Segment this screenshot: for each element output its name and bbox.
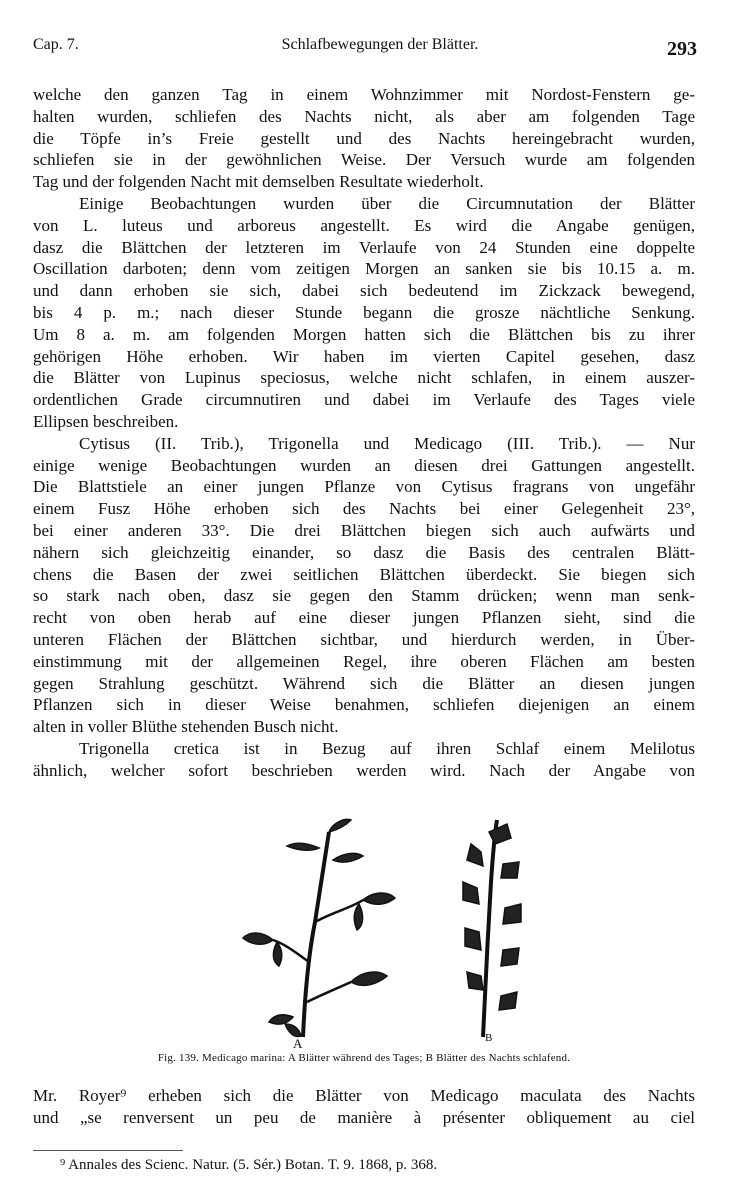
text-line: bei einer anderen 33°. Die drei Blättchen biegen sich auch aufwärts und [33, 520, 695, 540]
text-line: Pflanzen sich in dieser Weise benahmen, schliefen diejenigen an einem [33, 695, 695, 715]
text-line: gegen Strahlung geschützt. Während sich die Blätter an diesen jungen [33, 673, 695, 693]
text-line: bis 4 p. m.; nach dieser Stunde begann die grosze nächtliche Senkung. [33, 302, 695, 322]
text-line: dasz die Blättchen der letzteren im Verlaufe von 24 Stunden eine doppelte [33, 237, 695, 257]
text-line: und dann erhoben sie sich, dabei sich bedeutend im Zickzack bewegend, [33, 281, 695, 301]
plant-b-night-leaves [463, 820, 521, 1037]
text-line: so stark nach oben, dasz sie gegen den Stamm drücken; wenn man senk- [33, 586, 695, 606]
body-text [33, 84, 695, 782]
text-line: die Töpfe in’s Freie gestellt und des Nachts hereingebracht wurden, [33, 128, 695, 148]
text-line: ordentlichen Grade circumnutiren und dabei im Verlaufe des Tages viele [33, 390, 695, 410]
text-line: ähnlich, welcher sofort beschrieben werden wird. Nach der Angabe von [33, 760, 695, 780]
text-line: recht von oben herab auf eine dieser jungen Pflanzen sieht, sind die [33, 608, 695, 628]
text-line: Cytisus (II. Trib.), Trigonella und Medicago (III. Trib.). — Nur [79, 433, 695, 453]
text-line: Oscillation darboten; denn vom zeitigen Morgen an sanken sie bis 10.15 a. m. [33, 259, 695, 279]
text-line: einige wenige Beobachtungen wurden an diesen drei Gattungen angestellt. [33, 455, 695, 475]
text-line: unteren Flächen der Blättchen sichtbar, und hierdurch werden, in Über- [33, 629, 695, 649]
figure-label-a: A [293, 1036, 303, 1051]
running-header [33, 36, 697, 60]
text-line: alten in voller Blüthe stehenden Busch nicht. [33, 717, 339, 737]
text-line: gehörigen Höhe erhoben. Wir haben im vierten Capitel gesehen, dasz [33, 346, 695, 366]
text-line: und „se renversent un peu de manière à présenter obliquement au ciel [33, 1107, 695, 1127]
plant-a-day-leaves [243, 820, 395, 1038]
plant-illustration [33, 812, 695, 1042]
text-line: halten wurden, schliefen des Nachts nicht, als aber am folgenden Tage [33, 106, 695, 126]
figure-139 [33, 812, 695, 1072]
running-title: Schlafbewegungen der Blätter. [281, 36, 479, 53]
text-line: Die Blattstiele an einer jungen Pflanze von Cytisus fragrans von ungefähr [33, 477, 695, 497]
text-line: schliefen sie in der gewöhnlichen Weise. Der Versuch wurde am folgenden [33, 150, 695, 170]
footnote-rule [33, 1150, 183, 1151]
text-line: nähern sich gleichzeitig einander, so dasz die Basis des centralen Blätt- [33, 542, 695, 562]
figure-caption: Fig. 139. Medicago marina: A Blätter während des Tages; B Blätter des Nachts schlafend. [157, 1052, 571, 1064]
continued-text [33, 1085, 695, 1129]
text-line: einstimmung mit der allgemeinen Regel, ihre oberen Flächen am besten [33, 651, 695, 671]
text-line: Tag und der folgenden Nacht mit demselben Resultate wiederholt. [33, 172, 484, 192]
text-line: Um 8 a. m. am folgenden Morgen hatten sich die Blättchen bis zu ihrer [33, 324, 695, 344]
text-line: Trigonella cretica ist in Bezug auf ihren Schlaf einem Melilotus [79, 738, 695, 758]
page-number: 293 [667, 38, 697, 60]
text-line: Ellipsen beschreiben. [33, 411, 179, 431]
text-line: Mr. Royer⁹ erheben sich die Blätter von Medicago maculata des Nachts [33, 1086, 695, 1105]
text-line: die Blätter von Lupinus speciosus, welche nicht schlafen, in einem auszer- [33, 368, 695, 388]
text-line: von L. luteus und arboreus angestellt. Es wird die Angabe genügen, [33, 215, 695, 235]
text-line: welche den ganzen Tag in einem Wohnzimmer mit Nordost-Fenstern ge- [33, 85, 695, 104]
footnote: ⁹ Annales des Scienc. Natur. (5. Sér.) Botan. T. 9. 1868, p. 368. [60, 1157, 438, 1173]
chapter-label: Cap. 7. [33, 36, 79, 53]
text-line: chens die Basen der zwei seitlichen Blättchen überdeckt. Sie biegen sich [33, 564, 695, 584]
text-line: Einige Beobachtungen wurden über die Circumnutation der Blätter [79, 193, 695, 213]
text-line: einem Fusz Höhe erhoben sich des Nachts bei einer Gelegenheit 23°, [33, 499, 695, 519]
figure-label-b: B [485, 1032, 493, 1044]
